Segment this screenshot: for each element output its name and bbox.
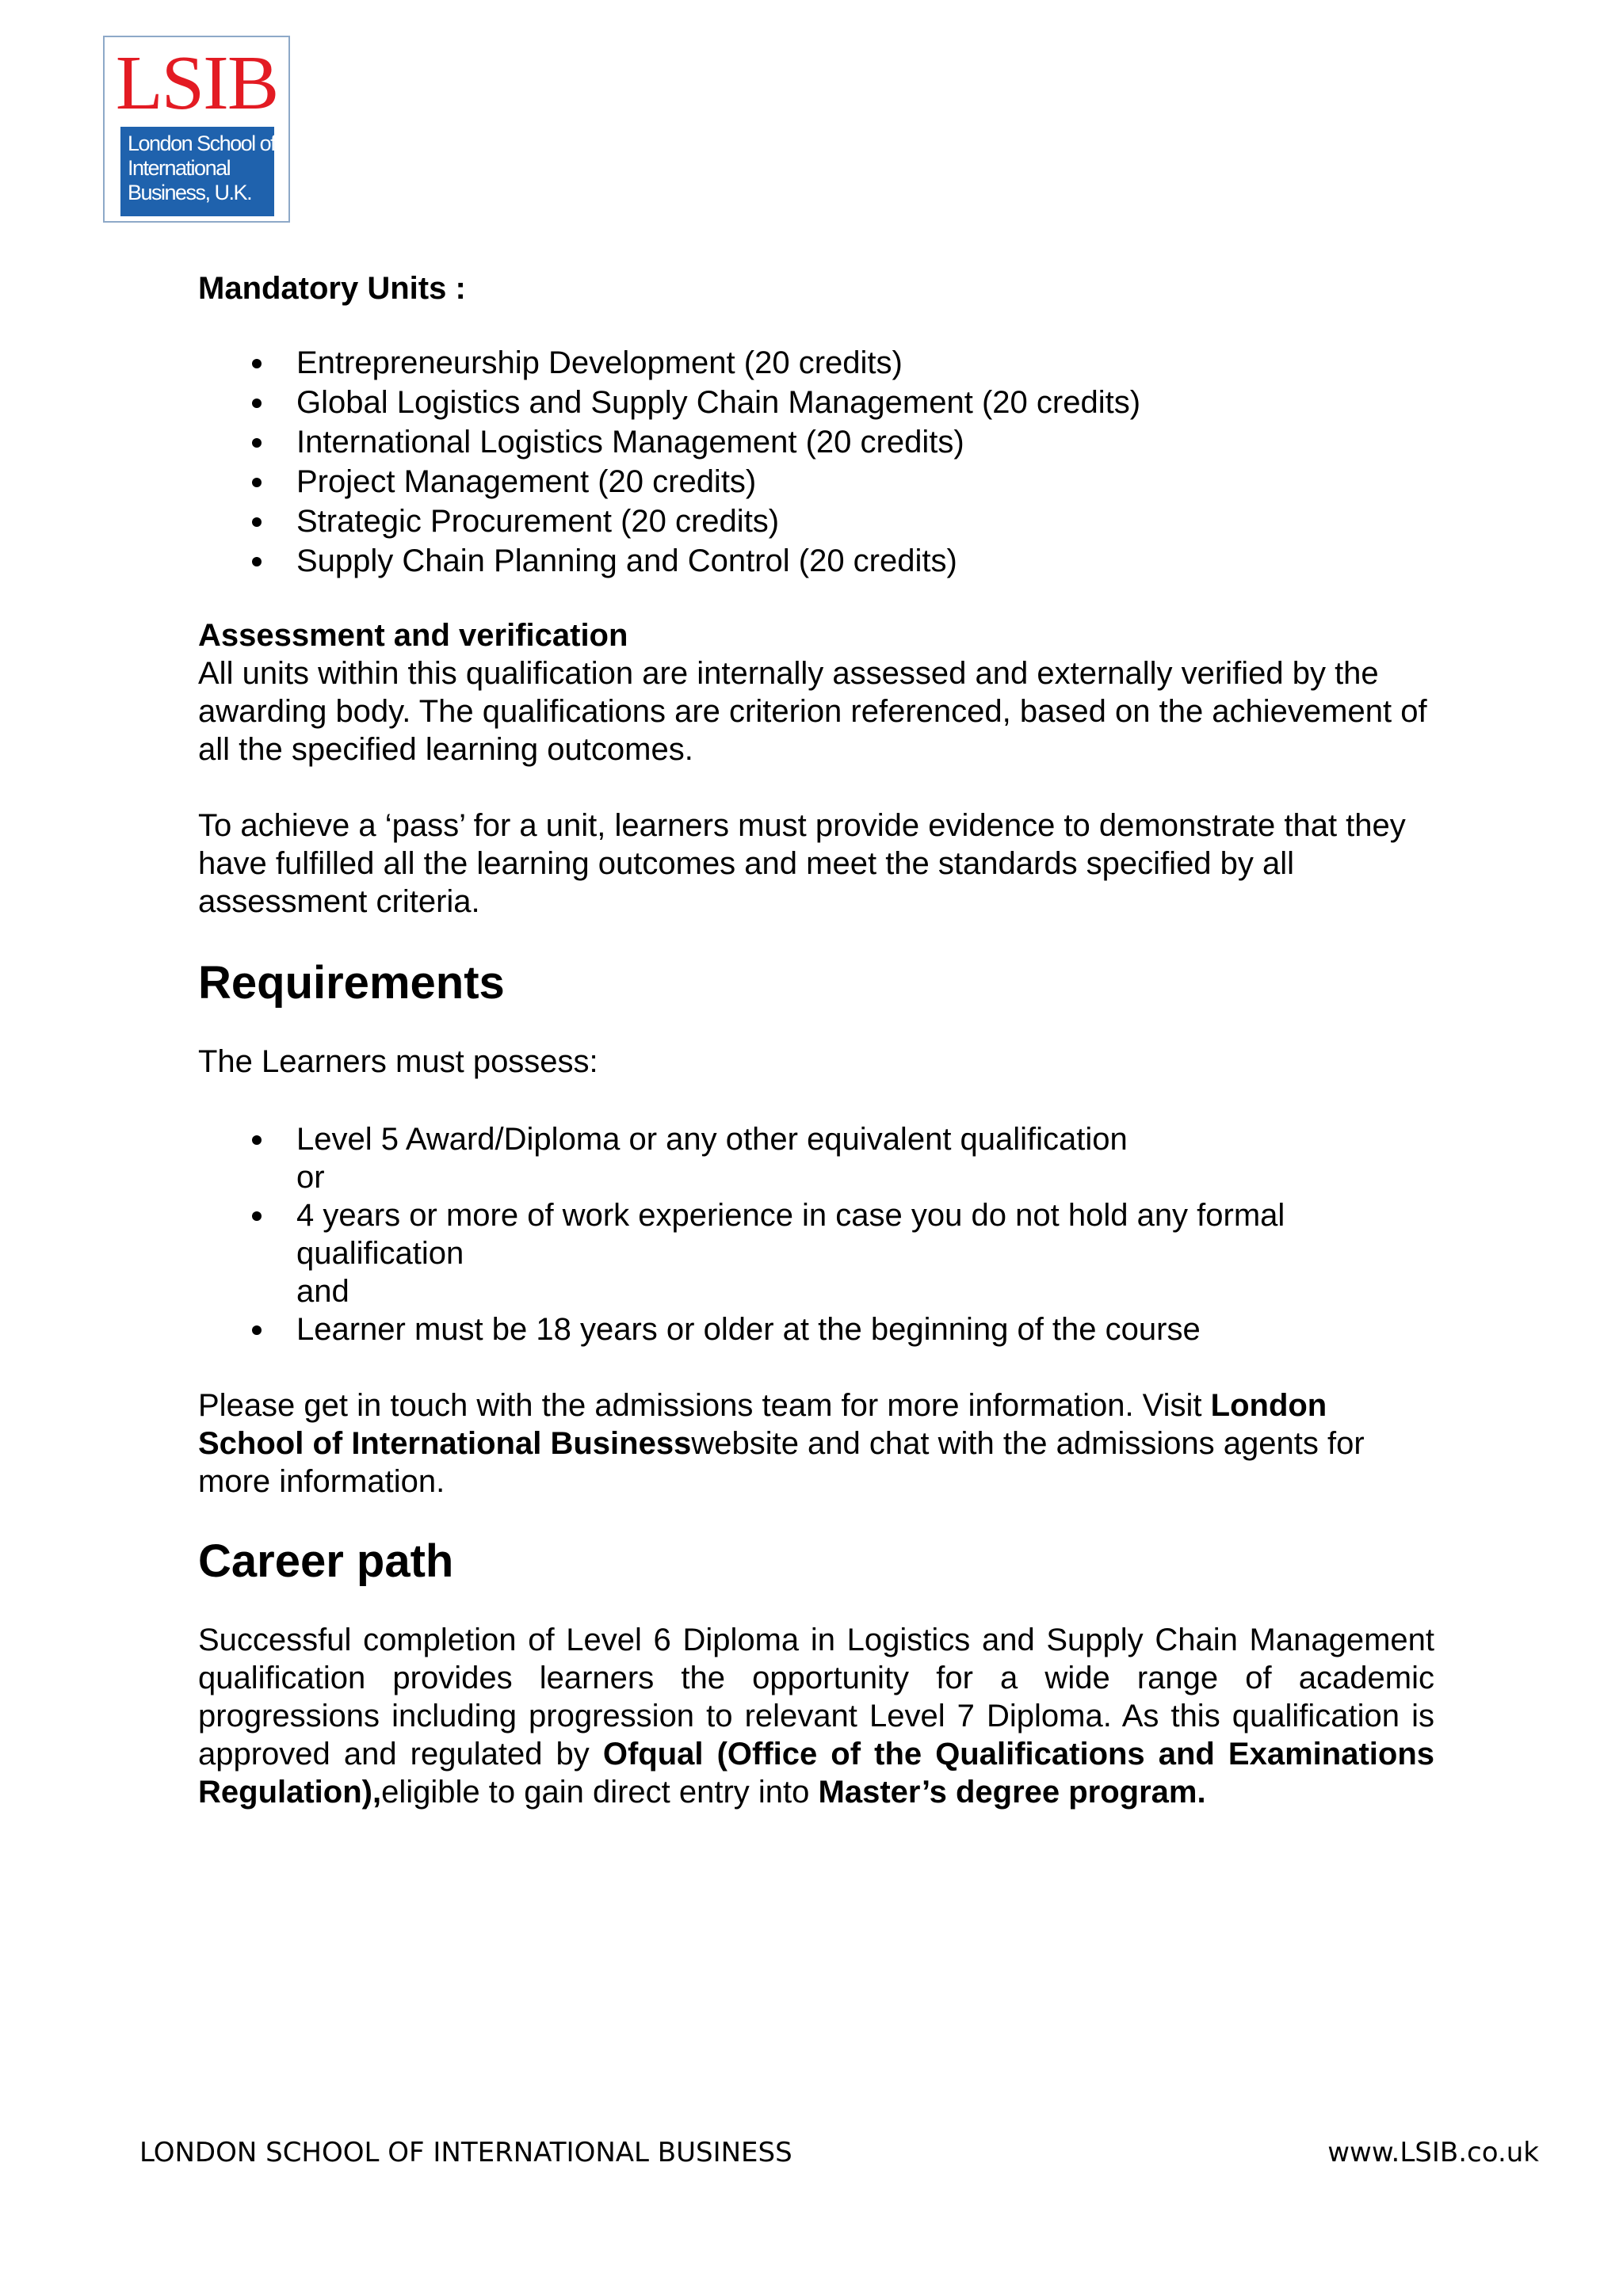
assessment-heading: Assessment and verification (198, 618, 628, 653)
unit-item: Supply Chain Planning and Control (20 credits) (198, 542, 1434, 580)
logo-wordmark: LSIB (115, 40, 278, 126)
requirement-connector: or (296, 1160, 325, 1195)
career-text-1: Successful completion of Level 6 Diploma in Logistics and Supply Chain Management qualification provides learners the opportunity for a wide range of academic progressions including progression to relevant Level 7 Diploma. As this qualification is approved and regulated by (198, 1623, 1434, 1772)
requirement-connector: and (296, 1274, 349, 1309)
lsib-logo (103, 36, 290, 223)
requirements-intro: The Learners must possess: (198, 1044, 598, 1079)
career-path-paragraph (198, 1621, 1434, 1811)
footer-school-name: LONDON SCHOOL OF INTERNATIONAL BUSINESS (139, 2137, 792, 2168)
logo-subtitle-box (120, 127, 274, 216)
requirements-heading: Requirements (198, 957, 505, 1009)
unit-item: International Logistics Management (20 credits) (198, 423, 1434, 461)
requirement-text: Learner must be 18 years or older at the beginning of the course (296, 1312, 1201, 1347)
requirement-text: Level 5 Award/Diploma or any other equivalent qualification (296, 1122, 1128, 1157)
contact-text-end: website and chat with the admissions agents for more information. (198, 1426, 1365, 1499)
mandatory-units-heading: Mandatory Units : (198, 271, 466, 306)
ofqual-bold: Ofqual (Office of the Qualifications and Examinations Regulation), (198, 1737, 1435, 1810)
masters-degree-bold: Master’s degree program. (818, 1775, 1206, 1810)
school-name-bold: London School of International Business (198, 1388, 1327, 1461)
unit-item: Strategic Procurement (20 credits) (198, 502, 1434, 540)
page-footer (139, 2135, 1539, 2170)
logo-line-1: London School of (128, 132, 276, 155)
requirement-item (198, 1310, 1434, 1348)
contact-text-start: Please get in touch with the admissions team for more information. Visit (198, 1388, 1211, 1423)
admissions-contact-paragraph (198, 1386, 1434, 1501)
requirements-list (198, 1120, 1434, 1348)
mandatory-units-list (198, 344, 1434, 580)
document-body (198, 269, 1434, 1811)
logo-line-2: International (128, 156, 231, 180)
career-text-2: eligible to gain direct entry into (381, 1775, 819, 1810)
career-path-heading: Career path (198, 1535, 454, 1587)
unit-item: Entrepreneurship Development (20 credits) (198, 344, 1434, 382)
assessment-paragraph-2: To achieve a ‘pass’ for a unit, learners must provide evidence to demonstrate that they have fulfilled all the learning outcomes and meet the standards specified by all assessment criteria. (198, 808, 1406, 919)
requirement-item (198, 1120, 1434, 1196)
unit-item: Project Management (20 credits) (198, 463, 1434, 501)
assessment-paragraph-1: All units within this qualification are internally assessed and externally verified by the awarding body. The qualifications are criterion referenced, based on the achievement of all the specified learning outcomes. (198, 656, 1427, 767)
logo-line-3: Business, U.K. (128, 181, 252, 204)
requirement-item (198, 1196, 1434, 1310)
footer-website: www.LSIB.co.uk (1327, 2137, 1539, 2168)
requirement-text: 4 years or more of work experience in case you do not hold any formal qualification (296, 1198, 1285, 1271)
unit-item: Global Logistics and Supply Chain Management (20 credits) (198, 383, 1434, 421)
